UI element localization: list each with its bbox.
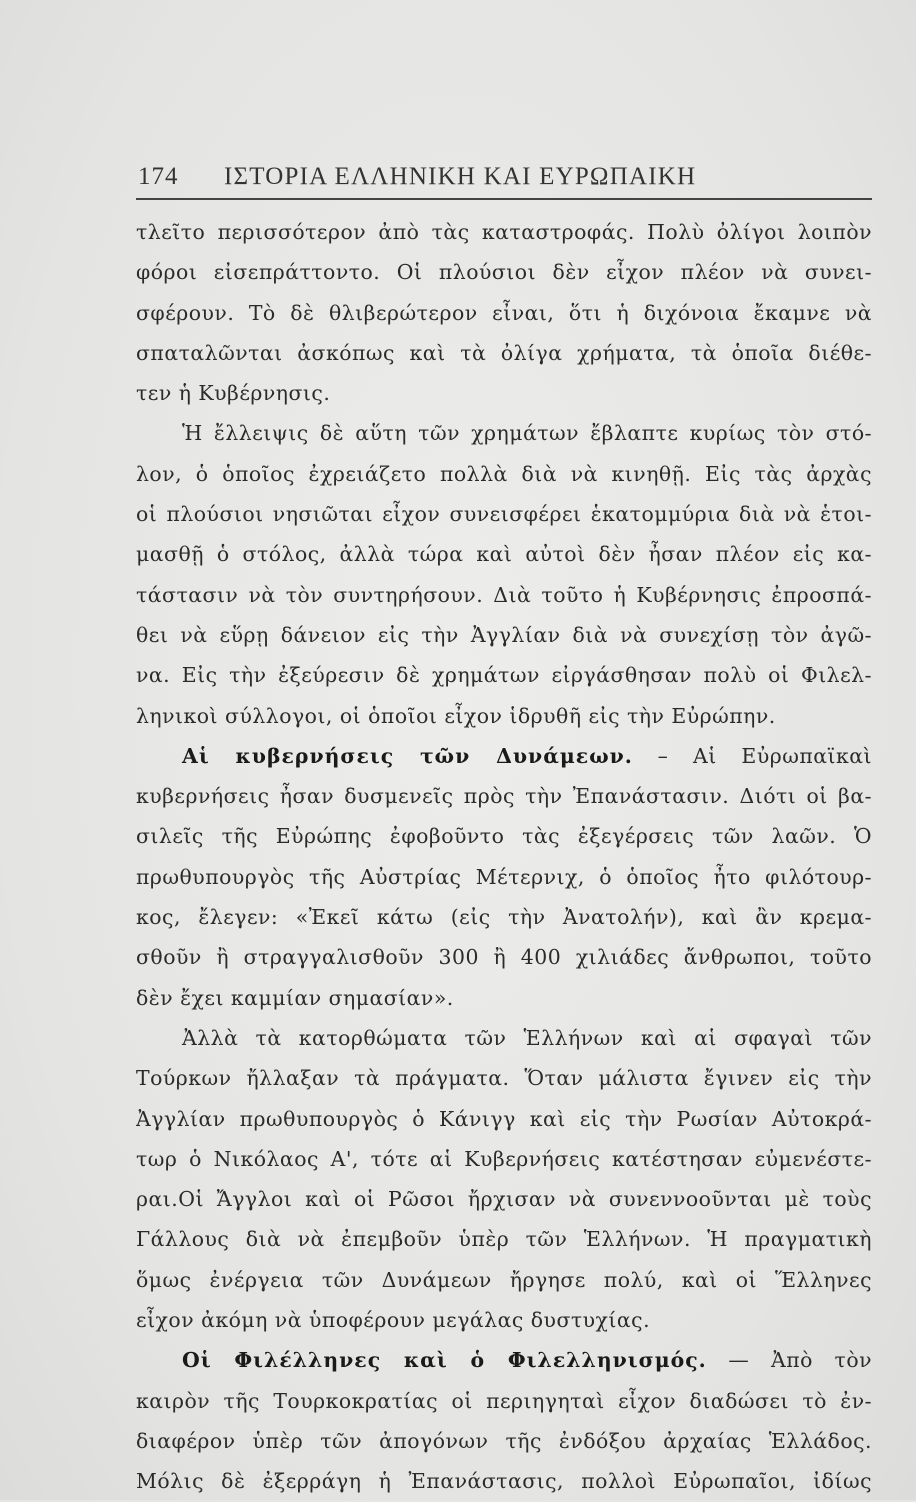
text-line: Γάλλους διὰ νὰ ἐπεμβοῦν ὑπὲρ τῶν Ἑλλήνων. Ἡ πραγματικὴ xyxy=(136,1227,872,1252)
section-heading-line xyxy=(136,1340,872,1380)
running-head: ΙΣΤΟΡΙΑ ΕΛΛΗΝΙΚΗ ΚΑΙ ΕΥΡΩΠΑΙΚΗ xyxy=(224,163,697,190)
text-fragment: — Ἀπὸ τὸν xyxy=(728,1348,872,1373)
text-line: τάστασιν νὰ τὸν συντηρήσουν. Διὰ τοῦτο ἡ Κυβέρνησις ἐπροσπά- xyxy=(136,582,872,607)
text-line: μασθῇ ὁ στόλος, ἀλλὰ τώρα καὶ αὐτοὶ δὲν ἦσαν πλέον εἰς κα- xyxy=(136,542,872,567)
body-text xyxy=(136,212,872,1502)
text-line: ληνικοὶ σύλλογοι, οἱ ὁποῖοι εἶχον ἱδρυθῆ εἰς τὴν Εὐρώπην. xyxy=(136,703,776,728)
page-number: 174 xyxy=(138,163,179,190)
section-heading-line xyxy=(136,736,872,776)
text-line: καιρὸν τῆς Τουρκοκρατίας οἱ περιηγηταὶ εἶχον διαδώσει τὸ ἐν- xyxy=(136,1388,872,1413)
text-line: θει νὰ εὕρῃ δάνειον εἰς τὴν Ἀγγλίαν διὰ νὰ συνεχίσῃ τὸν ἀγῶ- xyxy=(136,622,872,647)
text-line: φόροι εἰσεπράττοντο. Οἱ πλούσιοι δὲν εἶχον πλέον νὰ συνει- xyxy=(136,260,872,285)
text-line: σιλεῖς τῆς Εὐρώπης ἐφοβοῦντο τὰς ἐξεγέρσεις τῶν λαῶν. Ὁ xyxy=(136,824,872,849)
text-line: σφέρουν. Τὸ δὲ θλιβερώτερον εἶναι, ὅτι ἡ διχόνοια ἔκαμνε νὰ xyxy=(136,300,872,325)
text-line: σπαταλῶνται ἀσκόπως καὶ τὰ ὀλίγα χρήματα, τὰ ὁποῖα διέθε- xyxy=(136,340,872,365)
text-line: Ἀγγλίαν πρωθυπουργὸς ὁ Κάνιγγ καὶ εἰς τὴν Ρωσίαν Αὐτοκρά- xyxy=(136,1106,872,1131)
text-line: Ἀλλὰ τὰ κατορθώματα τῶν Ἑλλήνων καὶ αἱ σφαγαὶ τῶν xyxy=(182,1025,872,1050)
text-line: κυβερνήσεις ἦσαν δυσμενεῖς πρὸς τὴν Ἐπανάστασιν. Διότι οἱ βα- xyxy=(136,784,872,809)
text-line: σθοῦν ἢ στραγγαλισθοῦν 300 ἢ 400 χιλιάδες ἄνθρωποι, τοῦτο xyxy=(136,945,872,970)
text-line: εἶχον ἀκόμη νὰ ὑποφέρουν μεγάλας δυστυχίας. xyxy=(136,1308,651,1333)
text-line: διαφέρον ὑπὲρ τῶν ἀπογόνων τῆς ἐνδόξου ἀρχαίας Ἑλλάδος. xyxy=(136,1428,872,1453)
section-heading-philhellenes: Οἱ Φιλέλληνες καὶ ὁ Φιλελληνισμός. xyxy=(182,1348,707,1373)
header-rule xyxy=(136,198,872,200)
text-line: κος, ἔλεγεν: «Ἐκεῖ κάτω (εἰς τὴν Ἀνατολήν), καὶ ἂν κρεμα- xyxy=(136,905,872,930)
text-line: λον, ὁ ὁποῖος ἐχρειάζετο πολλὰ διὰ νὰ κινηθῇ. Εἰς τὰς ἀρχὰς xyxy=(136,461,872,486)
text-fragment: – Αἱ Εὐρωπαϊκαὶ xyxy=(657,743,872,768)
text-line: Ἡ ἔλλειψις δὲ αὕτη τῶν χρημάτων ἔβλαπτε κυρίως τὸν στό- xyxy=(182,421,872,446)
text-line: τλεῖτο περισσότερον ἀπὸ τὰς καταστροφάς. Πολὺ ὀλίγοι λοιπὸν xyxy=(136,220,872,244)
section-heading-powers: Αἱ κυβερνήσεις τῶν Δυνάμεων. xyxy=(182,743,633,768)
text-line: ὅμως ἐνέργεια τῶν Δυνάμεων ἤργησε πολύ, καὶ οἱ Ἕλληνες xyxy=(136,1267,872,1292)
text-line: να. Εἰς τὴν ἐξεύρεσιν δὲ χρημάτων εἰργάσθησαν πολὺ οἱ Φιλελ- xyxy=(136,663,872,688)
text-line: οἱ πλούσιοι νησιῶται εἶχον συνεισφέρει ἑκατομμύρια διὰ νὰ ἑτοι- xyxy=(136,502,872,527)
text-line: δὲν ἔχει καμμίαν σημασίαν». xyxy=(136,985,454,1010)
text-line: τεν ἡ Κυβέρνησις. xyxy=(136,381,331,406)
page-header xyxy=(136,157,872,197)
text-line: Τούρκων ἤλλαξαν τὰ πράγματα. Ὅταν μάλιστα ἔγινεν εἰς τὴν xyxy=(136,1066,872,1091)
text-line: ραι.Οἱ Ἄγγλοι καὶ οἱ Ρῶσοι ἤρχισαν νὰ συνεννοοῦνται μὲ τοὺς xyxy=(136,1187,872,1212)
text-line: τωρ ὁ Νικόλαος Α', τότε αἱ Κυβερνήσεις κατέστησαν εὐμενέστε- xyxy=(136,1146,872,1171)
text-line: πρωθυπουργὸς τῆς Αὐστρίας Μέτερνιχ, ὁ ὁποῖος ἦτο φιλότουρ- xyxy=(136,864,872,889)
text-line: Μόλις δὲ ἐξερράγη ἡ Ἐπανάστασις, πολλοὶ Εὐρωπαῖοι, ἰδίως xyxy=(136,1469,872,1494)
